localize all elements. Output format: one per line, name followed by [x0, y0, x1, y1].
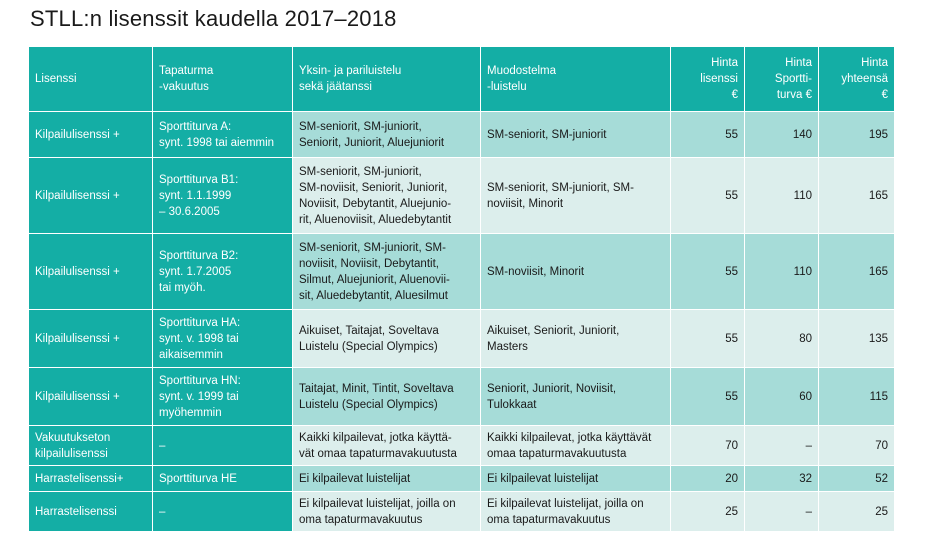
singles-cell: SM-seniorit, SM-juniorit, Seniorit, Juniorit, Aluejuniorit: [293, 112, 481, 158]
header-synchronized: Muodostelma -luistelu: [481, 47, 671, 112]
price-sporttiturva-cell: 60: [745, 368, 819, 426]
table-row: [29, 310, 895, 368]
header-price-sporttiturva: Hinta Sportti- turva €: [745, 47, 819, 112]
insurance-cell: Sporttiturva HN: synt. v. 1999 tai myöhemmin: [153, 368, 293, 426]
price-license-cell: 55: [671, 158, 745, 234]
price-total-cell: 115: [819, 368, 895, 426]
price-total-cell: 165: [819, 234, 895, 310]
license-table: [28, 46, 895, 532]
price-sporttiturva-cell: 140: [745, 112, 819, 158]
table-row: [29, 466, 895, 492]
license-cell: Kilpailulisenssi +: [29, 368, 153, 426]
insurance-cell: Sporttiturva HA: synt. v. 1998 tai aikaisemmin: [153, 310, 293, 368]
price-license-cell: 55: [671, 310, 745, 368]
singles-cell: Ei kilpailevat luistelijat, joilla on oma tapaturmavakuutus: [293, 492, 481, 532]
singles-cell: Ei kilpailevat luistelijat: [293, 466, 481, 492]
license-cell: Kilpailulisenssi +: [29, 310, 153, 368]
license-cell: Harrastelisenssi+: [29, 466, 153, 492]
price-total-cell: 195: [819, 112, 895, 158]
price-sporttiturva-cell: 80: [745, 310, 819, 368]
license-cell: Kilpailulisenssi +: [29, 112, 153, 158]
synchro-cell: Kaikki kilpailevat, jotka käyttävät omaa tapaturmavakuutusta: [481, 426, 671, 466]
singles-cell: Aikuiset, Taitajat, Soveltava Luistelu (Special Olympics): [293, 310, 481, 368]
singles-cell: Kaikki kilpailevat, jotka käyttä- vät omaa tapaturmavakuutusta: [293, 426, 481, 466]
license-cell: Vakuutukseton kilpailulisenssi: [29, 426, 153, 466]
price-license-cell: 55: [671, 112, 745, 158]
price-sporttiturva-cell: 110: [745, 158, 819, 234]
singles-cell: SM-seniorit, SM-juniorit, SM- noviisit, Noviisit, Debytantit, Silmut, Aluejuniorit, Aluenovii- sit, Aluedebytantit, Aluesilmut: [293, 234, 481, 310]
table-row: [29, 368, 895, 426]
synchro-cell: Ei kilpailevat luistelijat: [481, 466, 671, 492]
price-license-cell: 20: [671, 466, 745, 492]
insurance-cell: Sporttiturva B1: synt. 1.1.1999 – 30.6.2005: [153, 158, 293, 234]
singles-cell: SM-seniorit, SM-juniorit, SM-noviisit, Seniorit, Juniorit, Noviisit, Debytantit, Aluejunio- rit, Aluenoviisit, Aluedebytantit: [293, 158, 481, 234]
singles-cell: Taitajat, Minit, Tintit, Soveltava Luistelu (Special Olympics): [293, 368, 481, 426]
synchro-cell: Seniorit, Juniorit, Noviisit, Tulokkaat: [481, 368, 671, 426]
price-license-cell: 25: [671, 492, 745, 532]
header-license: Lisenssi: [29, 47, 153, 112]
header-insurance: Tapaturma -vakuutus: [153, 47, 293, 112]
header-price-total: Hinta yhteensä €: [819, 47, 895, 112]
license-cell: Kilpailulisenssi +: [29, 234, 153, 310]
header-price-license: Hinta lisenssi €: [671, 47, 745, 112]
price-license-cell: 55: [671, 234, 745, 310]
page-title: STLL:n lisenssit kaudella 2017–2018: [30, 6, 397, 31]
price-total-cell: 70: [819, 426, 895, 466]
insurance-cell: –: [153, 426, 293, 466]
price-sporttiturva-cell: 110: [745, 234, 819, 310]
synchro-cell: SM-seniorit, SM-juniorit, SM- noviisit, Minorit: [481, 158, 671, 234]
price-sporttiturva-cell: –: [745, 426, 819, 466]
table-header-row: [29, 47, 895, 112]
table-row: [29, 492, 895, 532]
price-license-cell: 70: [671, 426, 745, 466]
insurance-cell: Sporttiturva B2: synt. 1.7.2005 tai myöh.: [153, 234, 293, 310]
insurance-cell: –: [153, 492, 293, 532]
license-cell: Harrastelisenssi: [29, 492, 153, 532]
price-total-cell: 135: [819, 310, 895, 368]
price-total-cell: 25: [819, 492, 895, 532]
price-license-cell: 55: [671, 368, 745, 426]
table-row: [29, 158, 895, 234]
price-total-cell: 165: [819, 158, 895, 234]
header-singles-pairs-dance: Yksin- ja pariluistelu sekä jäätanssi: [293, 47, 481, 112]
insurance-cell: Sporttiturva HE: [153, 466, 293, 492]
synchro-cell: Ei kilpailevat luistelijat, joilla on oma tapaturmavakuutus: [481, 492, 671, 532]
synchro-cell: Aikuiset, Seniorit, Juniorit, Masters: [481, 310, 671, 368]
license-cell: Kilpailulisenssi +: [29, 158, 153, 234]
price-total-cell: 52: [819, 466, 895, 492]
table-row: [29, 234, 895, 310]
price-sporttiturva-cell: –: [745, 492, 819, 532]
table-row: [29, 426, 895, 466]
insurance-cell: Sporttiturva A: synt. 1998 tai aiemmin: [153, 112, 293, 158]
price-sporttiturva-cell: 32: [745, 466, 819, 492]
synchro-cell: SM-noviisit, Minorit: [481, 234, 671, 310]
table-row: [29, 112, 895, 158]
synchro-cell: SM-seniorit, SM-juniorit: [481, 112, 671, 158]
